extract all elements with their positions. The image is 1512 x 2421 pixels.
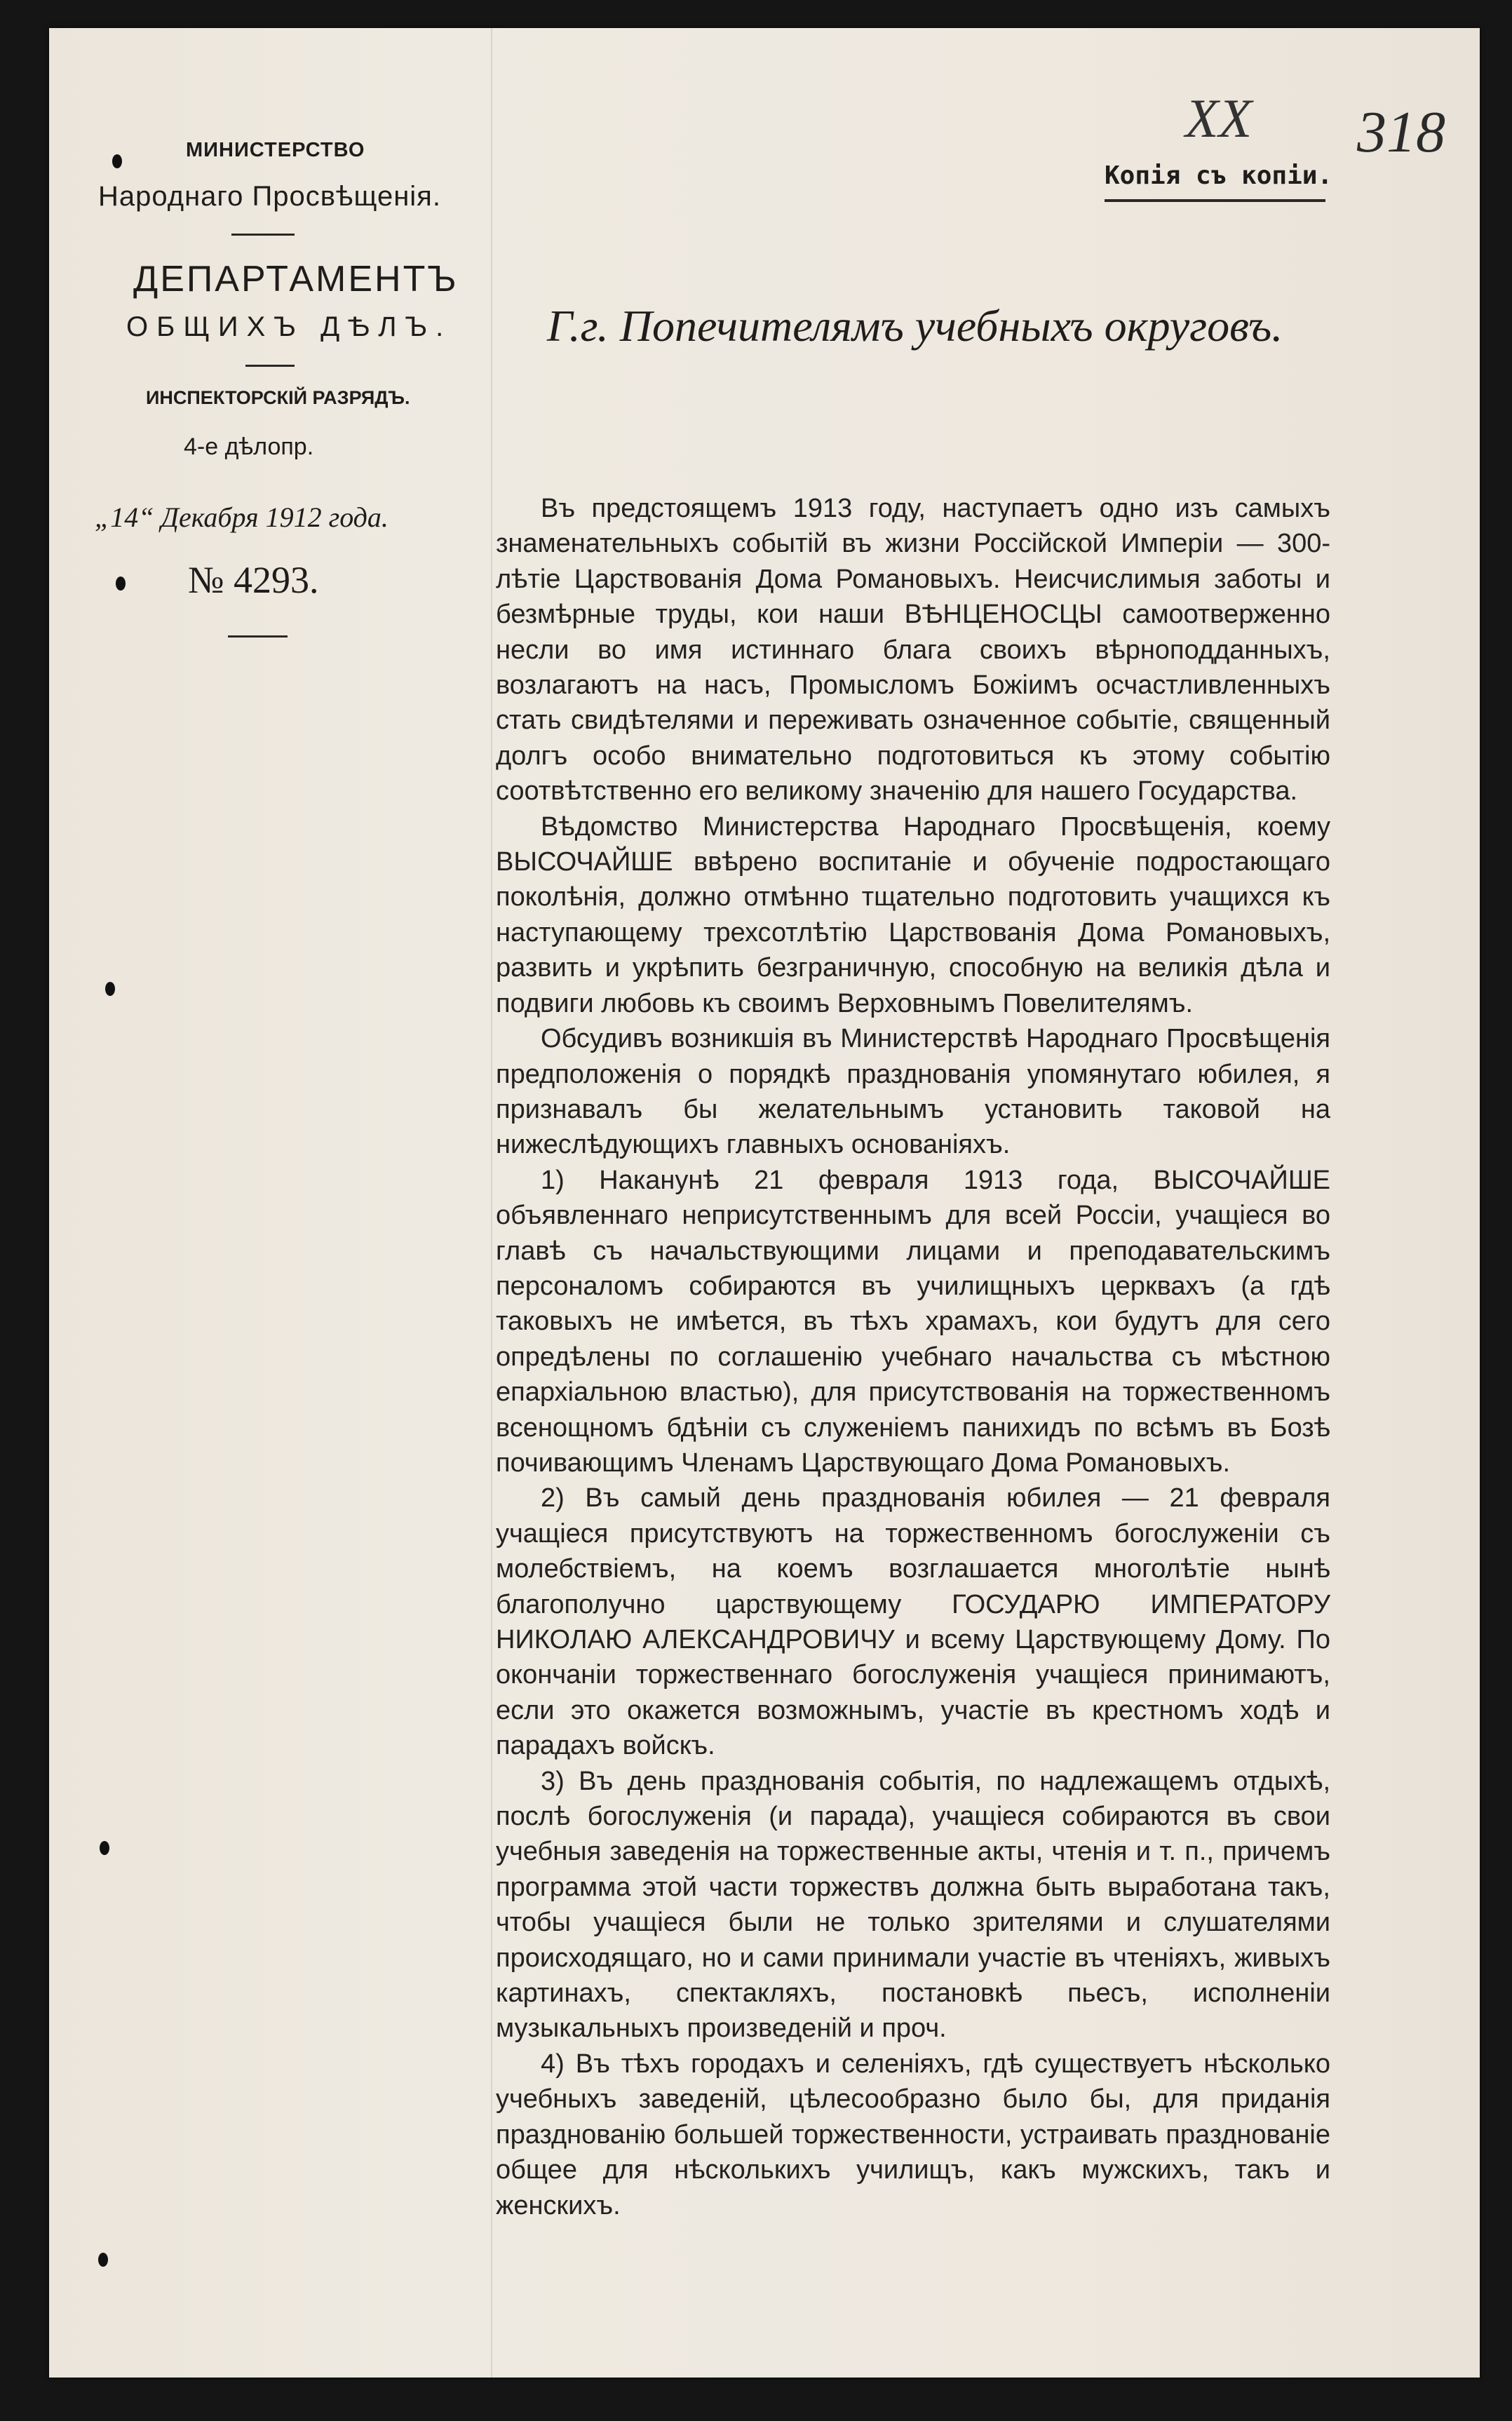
- body-paragraph: 4) Въ тѣхъ городахъ и селеніяхъ, гдѣ существуетъ нѣсколько учебныхъ заведеній, цѣлесообразно было бы, для приданія празднованію большей торжественности, устраивать празднованіе общее для нѣсколькихъ училищъ, какъ мужскихъ, такъ и женскихъ.: [496, 2049, 1330, 2220]
- punch-hole: [112, 154, 122, 168]
- letter-body: [496, 491, 1330, 2223]
- divider: [245, 365, 295, 367]
- punch-hole: [105, 982, 115, 996]
- section-title: ИНСПЕКТОРСКІЙ РАЗРЯДЪ.: [146, 387, 410, 408]
- ministry-subtitle: Народнаго Просвѣщенія.: [98, 181, 441, 212]
- body-paragraph: 3) Въ день празднованія событія, по надлежащемъ отдыхѣ, послѣ богослуженія (и парада), учащіеся собираются въ свои учебныя заведенія на торжественные акты, чтенія и т. п., причемъ программа этой части торжествъ должна быть выработана такъ, чтобы учащіеся были не только зрителями и слушателями происходящаго, но и сами принимали участіе въ чтеніяхъ, живыхъ картинахъ, спектакляхъ, постановкѣ пьесъ, исполненіи музыкальныхъ произведеній и проч.: [496, 1766, 1330, 2044]
- addressee-line: Г.г. Попечителямъ учебныхъ округовъ.: [547, 301, 1283, 351]
- copy-label: Копія съ копіи.: [1105, 161, 1333, 190]
- body-paragraph: Вѣдомство Министерства Народнаго Просвѣщенія, коему ВЫСОЧАЙШЕ ввѣрено воспитаніе и обученіе подростающаго поколѣнія, должно отмѣнно тщательно подготовить учащихся къ наступающему трехсотлѣтію Царствованія Дома Романовыхъ, развить и укрѣпить безграничную, способную на великія дѣла и подвиги любовь къ своимъ Верховнымъ Повелителямъ.: [496, 811, 1330, 1018]
- document-date: „14“ Декабря 1912 года.: [95, 501, 389, 533]
- body-paragraph: Обсудивъ возникшія въ Министерствѣ Народнаго Просвѣщенія предположенія о порядкѣ празднованія упомянутаго юбилея, я признавалъ бы желательнымъ установить таковой на нижеслѣдующихъ главныхъ основаніяхъ.: [496, 1024, 1330, 1160]
- page-fold: [491, 28, 492, 2378]
- punch-hole: [116, 576, 126, 591]
- ministry-title: МИНИСТЕРСТВО: [186, 139, 365, 161]
- divider: [231, 234, 295, 236]
- department-subtitle: ОБЩИХЪ ДѢЛЪ.: [126, 311, 452, 342]
- punch-hole: [98, 2253, 108, 2267]
- handwritten-mark: XX: [1185, 88, 1253, 149]
- body-paragraph: 1) Наканунѣ 21 февраля 1913 года, ВЫСОЧАЙШЕ объявленнаго неприсутственнымъ для всей Россіи, учащіеся во главѣ съ начальствующими лицами и преподавательскимъ персоналомъ собираются въ училищныхъ церквахъ (а гдѣ таковыхъ не имѣется, въ тѣхъ храмахъ, кои будутъ для сего опредѣлены по соглашенію учебнаго начальства съ мѣстною епархіальною властью), для присутствованія на торжественномъ всенощномъ бдѣніи съ служеніемъ панихидъ по всѣмъ въ Бозѣ почивающимъ Членамъ Царствующаго Дома Романовыхъ.: [496, 1165, 1330, 1478]
- body-paragraph: 2) Въ самый день празднованія юбилея — 21 февраля учащіеся присутствуютъ на торжественномъ богослуженіи съ молебствіемъ, на коемъ возглашается многолѣтіе нынѣ благополучно царствующему ГОСУДАРЮ ИМПЕРАТОРУ НИКОЛАЮ АЛЕКСАНДРОВИЧУ и всему Царствующему Дому. По окончаніи торжественнаго богослуженія учащіеся принимаютъ, если это окажется возможнымъ, участіе въ крестномъ ходѣ и парадахъ войскъ.: [496, 1483, 1330, 1761]
- department-title: ДЕПАРТАМЕНТЪ: [133, 259, 459, 299]
- divider: [228, 635, 288, 638]
- desk-label: 4-е дѣлопр.: [184, 433, 314, 460]
- punch-hole: [100, 1841, 109, 1855]
- archive-number: 318: [1357, 100, 1445, 165]
- copy-label-underline: [1105, 199, 1325, 202]
- body-paragraph: Въ предстоящемъ 1913 году, наступаетъ одно изъ самыхъ знаменательныхъ событій въ жизни Россійской Имперіи — 300-лѣтіе Царствованія Дома Романовыхъ. Неисчислимыя заботы и безмѣрные труды, кои наши ВѢНЦЕНОСЦЫ самоотверженно несли во имя истиннаго блага своихъ вѣрноподданныхъ, возлагаютъ на насъ, Промысломъ Божіимъ осчастливленныхъ стать свидѣтелями и переживать означенное событіе, священный долгъ особо внимательно подготовиться къ этому событію соотвѣтственно его великому значенію для нашего Государства.: [496, 494, 1330, 807]
- document-number: № 4293.: [188, 559, 319, 601]
